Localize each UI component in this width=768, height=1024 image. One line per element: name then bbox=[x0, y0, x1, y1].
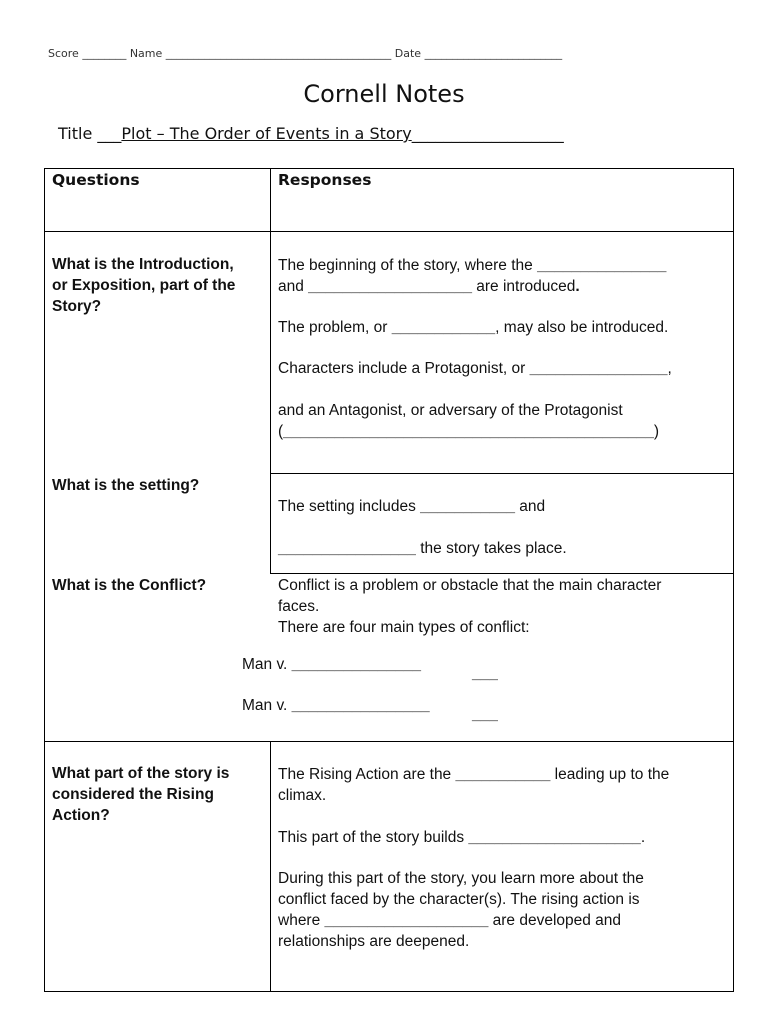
response-rising-builds: This part of the story builds ____________________. bbox=[278, 829, 646, 846]
response-rising-line1: The Rising Action are the ___________ leading up to the bbox=[278, 766, 670, 783]
blank-field[interactable]: ________________ bbox=[291, 697, 430, 714]
blank-field[interactable]: ___ bbox=[472, 706, 498, 723]
response-intro-problem: The problem, or ____________, may also be introduced. bbox=[278, 319, 669, 336]
response-intro-antagonist-blank: (___________________________________________) bbox=[278, 423, 660, 440]
title-lead-blank: ___ bbox=[97, 124, 122, 143]
response-setting-line2: ________________ the story takes place. bbox=[278, 540, 567, 557]
name-blank[interactable]: _________________________________________ bbox=[165, 47, 392, 60]
blank-field[interactable]: ____________ bbox=[391, 319, 496, 336]
blank-field[interactable]: ___________ bbox=[420, 498, 515, 515]
response-intro-line2: and ___________________ are introduced. bbox=[278, 278, 580, 295]
blank-field[interactable]: _______________ bbox=[537, 257, 667, 274]
response-rising-paragraph: During this part of the story, you learn more about the conflict faced by the character(s). The rising action is where ___________________ are developed and relationships are deepened. bbox=[278, 870, 644, 950]
title-value: Plot – The Order of Events in a Story bbox=[121, 124, 412, 143]
row-divider-header bbox=[44, 231, 734, 232]
row-divider-conflict bbox=[270, 573, 734, 574]
response-intro-line1: The beginning of the story, where the _______________ bbox=[278, 257, 667, 274]
blank-field[interactable]: ___________________________________________ bbox=[283, 423, 654, 440]
blank-field[interactable]: ____________________ bbox=[468, 829, 641, 846]
score-blank[interactable]: ________ bbox=[82, 47, 127, 60]
response-intro-characters: Characters include a Protagonist, or ________________, bbox=[278, 360, 672, 377]
date-blank[interactable]: _________________________ bbox=[424, 47, 563, 60]
date-label: Date bbox=[394, 47, 422, 60]
document-title: Cornell Notes bbox=[303, 80, 465, 108]
row-divider-rising bbox=[44, 741, 734, 742]
blank-field[interactable]: ___________________ bbox=[308, 278, 472, 295]
response-setting-line1: The setting includes ___________ and bbox=[278, 498, 546, 515]
response-conflict-man2: Man v. ________________ bbox=[242, 697, 430, 714]
name-label: Name bbox=[129, 47, 163, 60]
question-setting: What is the setting? bbox=[52, 477, 200, 494]
response-conflict-definition: Conflict is a problem or obstacle that the main character faces. There are four main types of conflict: bbox=[278, 577, 662, 636]
question-rising-action: What part of the story is considered the Rising Action? bbox=[52, 765, 230, 824]
blank-field[interactable]: ___________________ bbox=[324, 912, 489, 929]
title-trail-blank: ___________________ bbox=[411, 124, 564, 143]
column-divider-top bbox=[270, 168, 271, 231]
response-intro-antagonist: and an Antagonist, or adversary of the Protagonist bbox=[278, 402, 623, 419]
question-introduction: What is the Introduction, or Exposition, part of the Story? bbox=[52, 256, 236, 315]
response-conflict-man1: Man v. _______________ bbox=[242, 656, 421, 673]
score-label: Score bbox=[48, 47, 79, 60]
response-conflict-man1-short bbox=[472, 663, 498, 684]
response-rising-line2: climax. bbox=[278, 787, 327, 804]
blank-field[interactable]: ___________ bbox=[455, 766, 551, 783]
questions-header: Questions bbox=[52, 171, 140, 189]
blank-field[interactable]: ________________ bbox=[529, 360, 668, 377]
blank-field[interactable]: ___ bbox=[472, 665, 498, 682]
blank-field[interactable]: ________________ bbox=[278, 540, 416, 557]
header-fields bbox=[48, 47, 562, 60]
column-divider-middle bbox=[270, 232, 271, 573]
column-divider-bottom bbox=[270, 742, 271, 992]
responses-header: Responses bbox=[278, 171, 372, 189]
title-label: Title bbox=[58, 124, 93, 143]
title-row bbox=[58, 124, 564, 143]
blank-field[interactable]: _______________ bbox=[291, 656, 421, 673]
question-conflict: What is the Conflict? bbox=[52, 577, 207, 594]
row-divider-setting bbox=[270, 473, 734, 474]
response-conflict-man2-short bbox=[472, 704, 498, 725]
